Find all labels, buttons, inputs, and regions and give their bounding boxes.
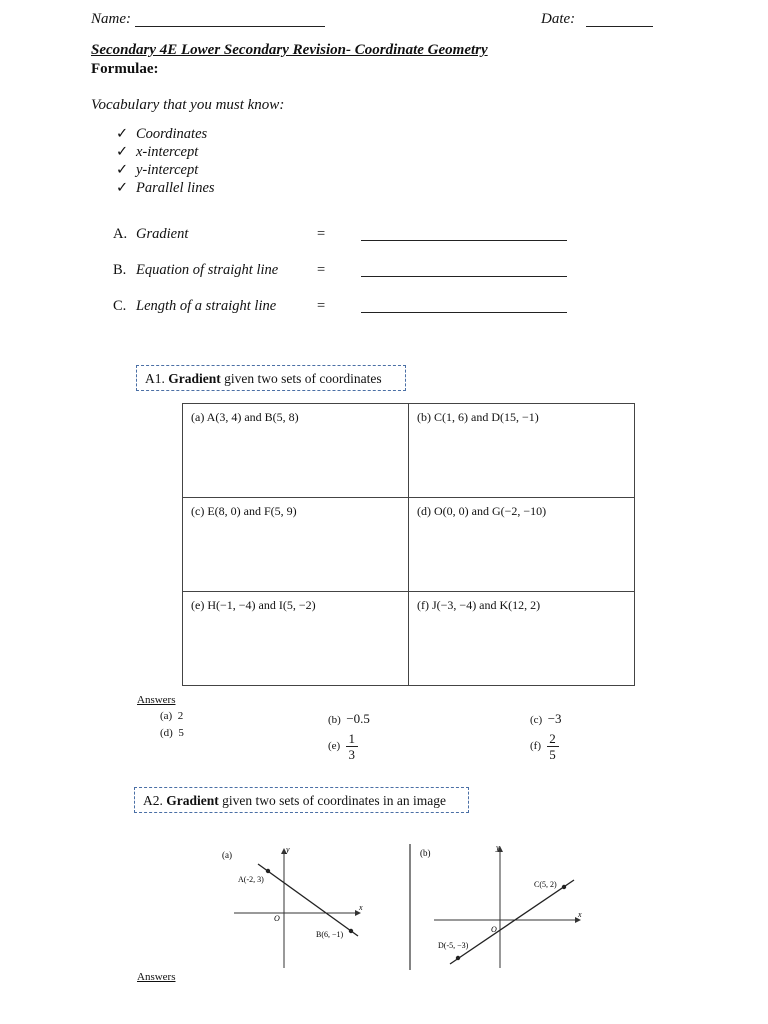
question-cell-f[interactable]: (f) J(−3, −4) and K(12, 2) <box>409 592 635 686</box>
graph-b-x-label: x <box>578 910 582 919</box>
equals-sign: = <box>317 298 326 314</box>
answer-d: (d) 5 <box>160 727 184 739</box>
worksheet-title: Secondary 4E Lower Secondary Revision- Coordinate Geometry <box>91 42 488 58</box>
answer-line[interactable] <box>361 240 567 241</box>
graph-a-line <box>258 864 358 936</box>
formula-label: Length of a straight line <box>136 298 277 314</box>
fraction: $\frac{2}{5}$ <box>547 731 559 762</box>
name-field-line[interactable] <box>135 26 325 27</box>
section-a2-heading: A2. Gradient given two sets of coordinates in an image <box>134 787 469 813</box>
point-b-label: B(6, −1) <box>316 930 344 939</box>
question-cell-b[interactable]: (b) C(1, 6) and D(15, −1) <box>409 404 635 498</box>
answer-line[interactable] <box>361 276 567 277</box>
graph-b-line <box>450 880 574 964</box>
graph-b-origin: O <box>491 925 497 934</box>
graph-b-y-label: y <box>496 843 500 852</box>
vocab-item: ✓ Coordinates <box>116 126 208 142</box>
answers-heading-2: Answers <box>137 971 176 983</box>
formula-letter: A. <box>113 226 128 242</box>
vocab-item: ✓ Parallel lines <box>116 180 215 196</box>
section-a1-heading: A1. Gradient given two sets of coordinates <box>136 365 406 391</box>
graph-a-y-label: y <box>286 845 290 854</box>
point-d-label: D(-5, −3) <box>438 941 469 950</box>
question-cell-a[interactable]: (a) A(3, 4) and B(5, 8) <box>183 404 409 498</box>
graph-a-label: (a) <box>222 850 232 860</box>
date-field-line[interactable] <box>586 26 653 27</box>
vocab-intro: Vocabulary that you must know: <box>91 97 285 113</box>
point-c-label: C(5, 2) <box>534 880 557 889</box>
formula-row-equation <box>0 262 768 282</box>
point-a-label: A(-2, 3) <box>238 875 264 884</box>
formula-row-gradient <box>0 226 768 246</box>
formula-letter: C. <box>113 298 127 314</box>
answer-e: (e) $\frac{1}{3}$ <box>328 731 358 762</box>
check-icon: ✓ <box>116 162 129 178</box>
formulae-label: Formulae: <box>91 61 159 77</box>
check-icon: ✓ <box>116 144 129 160</box>
question-cell-c[interactable]: (c) E(8, 0) and F(5, 9) <box>183 498 409 592</box>
formula-row-length <box>0 298 768 318</box>
fraction: $\frac{1}{3}$ <box>346 731 358 762</box>
date-label: Date: <box>541 11 576 27</box>
question-cell-d[interactable]: (d) O(0, 0) and G(−2, −10) <box>409 498 635 592</box>
formula-letter: B. <box>113 262 127 278</box>
equals-sign: = <box>317 262 326 278</box>
answers-heading: Answers <box>137 694 176 706</box>
graph-b-label: (b) <box>420 848 431 858</box>
point-b <box>349 929 353 933</box>
check-icon: ✓ <box>116 126 129 142</box>
point-a <box>266 869 270 873</box>
answer-line[interactable] <box>361 312 567 313</box>
point-c <box>562 885 566 889</box>
vocab-item: ✓ x-intercept <box>116 144 199 160</box>
a1-question-table <box>182 403 635 686</box>
question-cell-e[interactable]: (e) H(−1, −4) and I(5, −2) <box>183 592 409 686</box>
check-icon: ✓ <box>116 180 129 196</box>
point-d <box>456 956 460 960</box>
name-label: Name: <box>91 11 131 27</box>
formula-label: Gradient <box>136 226 189 242</box>
answer-f: (f) $\frac{2}{5}$ <box>530 731 559 762</box>
graph-a-origin: O <box>274 914 280 923</box>
formula-label: Equation of straight line <box>136 262 279 278</box>
answer-b: (b) −0.5 <box>328 711 370 726</box>
a2-graphs-figure <box>218 840 600 972</box>
vocab-item: ✓ y-intercept <box>116 162 199 178</box>
equals-sign: = <box>317 226 326 242</box>
graph-a-x-label: x <box>359 903 363 912</box>
answer-a: (a) 2 <box>160 710 184 722</box>
answer-c: (c) −3 <box>530 711 562 726</box>
